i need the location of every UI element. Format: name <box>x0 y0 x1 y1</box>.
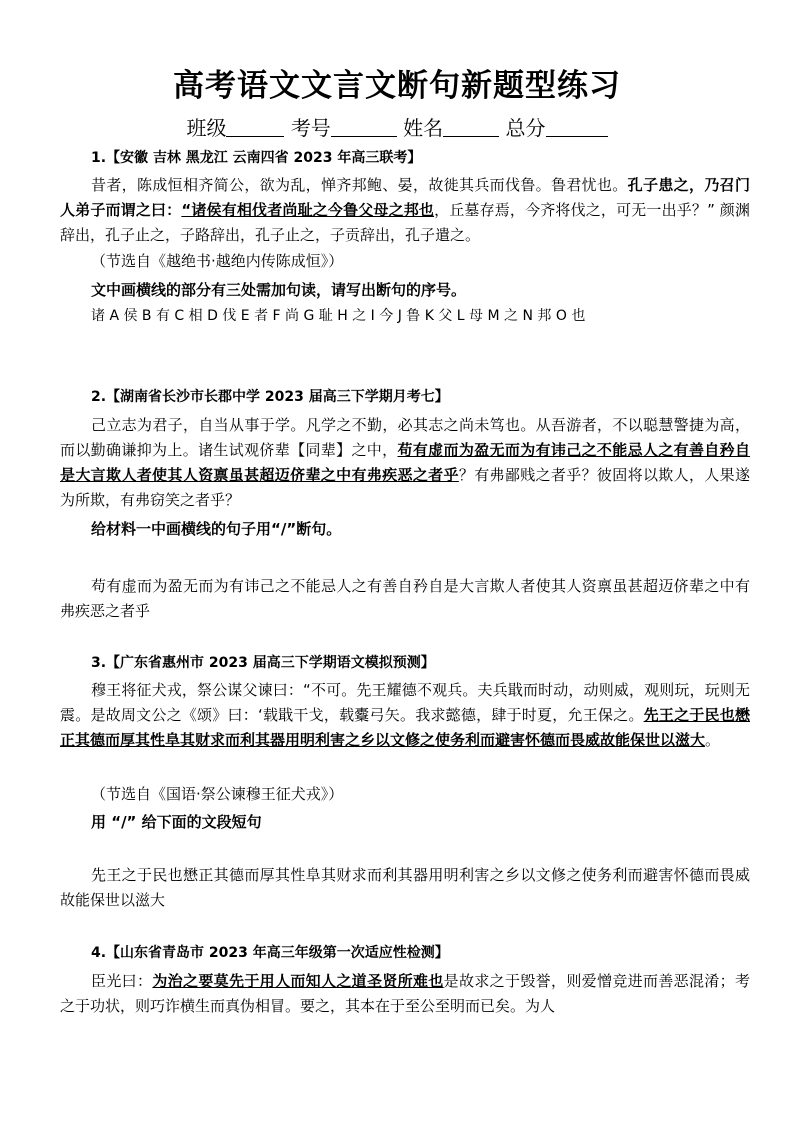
q1-text-b: 孔子患之，乃召门人弟子而谓之曰： <box>60 176 750 219</box>
page-title: 高考语文文言文断句新题型练习 <box>173 68 621 104</box>
q1-underlined: “诸侯有相伐者尚耻之今鲁父母之邦也 <box>181 201 435 219</box>
q4-text-a: 臣光曰： <box>91 972 153 990</box>
class-label: 班级 <box>186 116 227 140</box>
q3-text-a: 穆王将征犬戎，祭公谋父谏曰：“不可。先王耀德不观兵。夫兵戢而时动，动则威，观则玩，玩则无震。是故周文公之《颂》曰：‘载戢干戈，载櫜弓矢。我求懿德，肆于时夏，允王保之。 <box>60 681 750 724</box>
q3-passage <box>60 678 750 753</box>
q3-source: （节选自《国语·祭公谏穆王征犬戎》） <box>91 785 344 803</box>
q3-answer-line: 先王之于民也懋正其德而厚其性阜其财求而利其器用明利害之乡以文修之使务利而避害怀德而畏威故能保世以滋大 <box>60 866 750 909</box>
q1-source: （节选自《越绝书·越绝内传陈成恒》） <box>91 252 344 270</box>
q2-text-a: 己立志为君子，自当从事于学。凡学之不勤，必其志之尚未笃也。从吾游者，不以聪慧警捷为高，而以勤确谦抑为上。诸生试观侪辈【同辈】之中， <box>60 416 750 459</box>
q3-text-c: 。 <box>705 731 721 749</box>
student-info-line <box>0 112 794 141</box>
number-blank[interactable] <box>331 118 397 137</box>
q1-text-d: ，丘墓存焉，今齐将伐之，可无一出乎？” 颜渊辞出，孔子止之，子路辞出，孔子止之，子贡辞出，孔子遣之。 <box>60 201 750 244</box>
q3-header: 3.【广东省惠州市 2023 届高三下学期语文模拟预测】 <box>91 655 435 671</box>
q2-instruction: 给材料一中画横线的句子用“/”断句。 <box>91 520 342 538</box>
q2-text-c: ？有弗鄙贱之者乎？彼固将以欺人，人果遂为所欺，有弗窃笑之者乎？ <box>60 466 750 509</box>
q3-underlined: 先王之于民也懋正其德而厚其性阜其财求而利其器用明利害之乡以文修之使务利而避害怀德而畏威故能保世以滋大 <box>60 706 750 749</box>
q2-underlined: 苟有虚而为盈无而为有讳己之不能忌人之有善自矜自是大言欺人者使其人资禀虽甚超迈侪辈之中有弗疾恶之者乎 <box>60 441 750 484</box>
name-blank[interactable] <box>443 118 499 137</box>
q4-underlined: 为治之要莫先于用人而知人之道圣贤所难也 <box>152 972 444 990</box>
number-label: 考号 <box>290 116 331 140</box>
q4-header: 4.【山东省青岛市 2023 年高三年级第一次适应性检测】 <box>91 945 449 961</box>
q1-instruction: 文中画横线的部分有三处需加句读，请写出断句的序号。 <box>91 281 467 299</box>
name-label: 姓名 <box>403 116 444 140</box>
q2-passage <box>60 413 750 513</box>
q2-answer-line: 苟有虚而为盈无而为有讳己之不能忌人之有善自矜自是大言欺人者使其人资禀虽甚超迈侪辈之中有弗疾恶之者乎 <box>60 577 750 620</box>
score-blank[interactable] <box>546 118 608 137</box>
class-blank[interactable] <box>226 118 284 137</box>
q1-options: 诸 A 侯 B 有 C 相 D 伐 E 者 F 尚 G 耻 H 之 I 今 J 鲁 K 父 L 母 M 之 N 邦 O 也 <box>91 308 586 324</box>
q4-passage <box>60 969 750 1019</box>
q3-instruction: 用 “/” 给下面的文段短句 <box>91 813 262 831</box>
q4-text-c: 是故求之于毁誉，则爱憎竞进而善恶混淆；考之于功状，则巧诈横生而真伪相冒。要之，其本在于至公至明而已矣。为人 <box>60 972 750 1015</box>
q2-header: 2.【湖南省长沙市长郡中学 2023 届高三下学期月考七】 <box>91 389 449 405</box>
q1-passage <box>60 173 750 248</box>
score-label: 总分 <box>505 116 546 140</box>
q1-header: 1.【安徽 吉林 黑龙江 云南四省 2023 年高三联考】 <box>91 150 422 166</box>
q1-text-a: 昔者，陈成恒相齐简公，欲为乱，惮齐邦鲍、晏，故徙其兵而伐鲁。鲁君忧也。 <box>91 176 628 194</box>
